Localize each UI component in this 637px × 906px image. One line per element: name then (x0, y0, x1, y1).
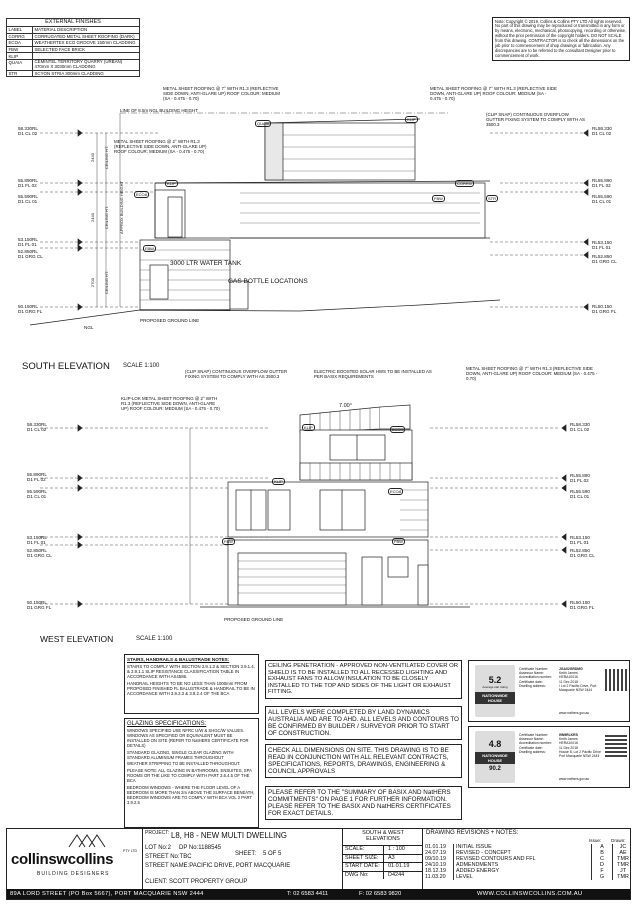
level-name: D1 CL 02 (570, 427, 590, 433)
qr-code-icon (605, 669, 627, 691)
level-rl: 55.590RL (27, 489, 47, 494)
level-name: D1 CL 02 (18, 131, 38, 137)
level-rl: RL58.330 (592, 126, 612, 131)
west-note-hws: ELECTRIC BOOSTED SOLAR HWS TO BE INSTALLED AS PER BASIX REQUIREMENTS (314, 369, 432, 380)
start-date-label: START DATE: (343, 863, 384, 871)
dwg-no-label: DWG No: (343, 872, 384, 880)
rev-drawn: TMR (613, 856, 634, 862)
level-name: D1 CL 01 (592, 199, 612, 205)
cert-labels (519, 667, 559, 688)
level-rl: 52.850RL (18, 249, 38, 254)
project-label: PROJECT: (145, 830, 170, 836)
rev-desc: REVISED CONTOURS AND FFL (454, 856, 592, 862)
level-name: D1 CL 02 (27, 427, 47, 433)
level-name: D1 GRG FL (592, 309, 617, 315)
scale-label: SCALE: (343, 846, 384, 854)
south-dim: 2700 (89, 278, 95, 287)
finishes-title: EXTERNAL FINISHES (6, 18, 140, 26)
company-sub: BUILDING DESIGNERS (37, 871, 110, 877)
level-name: D1 CL 01 (27, 494, 47, 500)
rev-desc: ADMENDMENTS (454, 862, 592, 868)
rev-drawn: TMR (613, 874, 634, 880)
west-level-right (570, 473, 590, 484)
finish-label: CORRG (7, 33, 33, 40)
cert-label: Certificate date: (519, 745, 543, 750)
star-rating-badge (475, 665, 515, 717)
star-rating-value: 5.2 (488, 675, 502, 685)
south-elevation-title: SOUTH ELEVATION (22, 361, 110, 372)
note-dimensions: CHECK ALL DIMENSIONS ON SITE. THIS DRAWING IS TO BE READ IN CONJUNCTION WITH ALL RELEVANT CONTRACTS, SPECIFICATIONS, REPORTS, DRAWINGS, ENGINEERING & COUNCIL APPROVALS (265, 744, 462, 778)
level-name: D1 CL 01 (18, 199, 38, 205)
cert-extra: 90.2 (489, 766, 501, 772)
level-rl: RL53.150 (592, 240, 612, 245)
tag-fbw: FBW (434, 196, 443, 201)
level-rl: RL53.150 (570, 535, 590, 540)
south-note-building-height: LINE OF 8.5m NGL BUILDING HEIGHT (120, 108, 198, 113)
level-rl: RL50.150 (592, 304, 612, 309)
sheet-title: SOUTH & WEST ELEVATIONS (343, 829, 423, 846)
level-name: D1 GRG FL (570, 605, 595, 611)
nathers-certificate (468, 660, 630, 722)
level-rl: RL55.890 (592, 178, 612, 183)
rev-drawn: AE (613, 850, 634, 856)
tag-ecoa: ECOA (392, 427, 404, 432)
west-level-right (570, 548, 595, 559)
level-rl: 52.850RL (27, 548, 47, 553)
tag-corrg: CORRG (457, 181, 472, 186)
rev-issue: B (592, 850, 613, 856)
level-name: D1 GRG FL (27, 605, 52, 611)
level-rl: RL52.850 (592, 254, 612, 259)
star-rating-subtitle: Average star rating (482, 685, 508, 689)
client: CLIENT: SCOTT PROPERTY GROUP (145, 879, 248, 885)
south-level-left (18, 249, 43, 260)
company-web: WWW.COLLINSWCOLLINS.COM.AU (477, 891, 583, 897)
finishes-header-label: LABEL (7, 27, 33, 34)
south-note-metal-roof-top: METAL SHEET ROOFING @ 7° WITH R1.3 (REFLECTIVE SIDE DOWN, ANTI-GLARE UP) ROOF COLOUR: MEDIUM (SA - 0.475 - 0.70) (163, 86, 280, 102)
street-no: STREET No:TBC (145, 854, 192, 860)
stairs-notes (124, 654, 259, 714)
cert-label: Dwelling address: (519, 683, 546, 688)
west-level-left (27, 535, 47, 546)
rev-desc: LEVEL (454, 874, 592, 880)
revisions (422, 829, 633, 889)
brand-label: NATIONWIDE HOUSE (475, 692, 515, 704)
south-dim: CEILING HT. (104, 270, 110, 295)
west-elevation-drawing (0, 385, 637, 635)
stairs-title: STAIRS, HANDRAILS & BALUSTRADE NOTES: (127, 657, 230, 662)
rev-issue: F (592, 868, 613, 874)
revisions-title: DRAWING REVISIONS + NOTES: (426, 830, 519, 836)
west-level-left (27, 422, 47, 433)
level-rl: 58.330RL (27, 422, 47, 427)
stairs-p2: HANDRAIL HEIGHTS TO BE NO LESS THAN 1000mm FROM PROPOSED FINISHED FL BALUSTRADE & HANDRAIL TO BE IN ACCORDANCE WITH 3.9.2.3 & 3.9.2.4 OF THE BCA (127, 681, 255, 696)
south-dim: 2440 (89, 153, 95, 162)
west-note-metal-roof-right: METAL SHEET ROOFING @ 7° WITH R1.3 (REFLECTIVE SIDE DOWN, ANTI-GLARE UP) ROOF COLOUR: MEDIUM (SA - 0.475 - 0.70) (466, 366, 598, 382)
cert-label: Certificate date: (519, 679, 543, 684)
revision-row (423, 874, 633, 880)
level-name: D1 GRG CL (27, 553, 52, 559)
qr-code-icon (605, 735, 627, 757)
level-name: D1 GRG CL (18, 254, 43, 260)
start-date-value: 01.01.19 (388, 863, 410, 869)
west-note-gutter: (CLIP SNAP) CONTINUOUS OVERFLOW GUTTER FIXING SYSTEM TO COMPLY WITH AS 3500.3 (185, 369, 288, 380)
level-name: D1 FL 01 (18, 242, 37, 248)
level-rl: 53.150RL (27, 535, 47, 540)
rev-desc: ADDED ENERGY (454, 868, 592, 874)
glazing-p3: WEATHER STRIPPING TO BE INSTALLED THROUGHOUT. (127, 761, 241, 767)
level-rl: RL50.150 (570, 600, 590, 605)
finish-label: FBW (7, 46, 33, 53)
west-level-left (27, 600, 51, 611)
tag-klip: KLIP (274, 479, 283, 484)
finish-label: QUAIA (7, 59, 33, 70)
west-level-left (27, 548, 52, 559)
south-note-metal-roof-left: METAL SHEET ROOFING @ 2° WITH R1.3 (REFLECTIVE SIDE DOWN, ANTI-GLARE UP) ROOF COLOUR: MEDIUM (SA - 0.475 - 0.70) (114, 139, 207, 155)
cert-site: www.nathers.gov.au (559, 777, 590, 781)
sheet-info (342, 829, 423, 889)
south-level-left (18, 178, 38, 189)
finish-label: STR (7, 70, 33, 77)
rev-drawn: JC (613, 844, 634, 850)
glazing-p1: WINDOWS SPECIFIED USE NFRC U/W & SHGC/W VALUES. WINDOWS AS SPECIFIED OR EQUIVALENT MUST BE INSTALLED ON SITE (REFER TO NatHERS CERTIFICATE FOR DETAILS) (127, 728, 249, 748)
south-dim: CEILING HT. (104, 205, 110, 230)
south-level-left (18, 304, 42, 315)
tag-klip: KLIP (304, 425, 313, 430)
south-level-right (592, 126, 612, 137)
finish-label: ECOA (7, 40, 33, 47)
cert-label: Certificate Number: (519, 733, 549, 737)
rev-date: 18.12.19 (425, 868, 446, 874)
rev-drawn: TMR (613, 862, 634, 868)
cert-label: Accreditation number: (519, 675, 552, 680)
star-rating-badge (475, 731, 515, 783)
level-name: D1 GRG FL (18, 309, 43, 315)
cert-values (559, 733, 603, 758)
title-block (6, 828, 631, 900)
cert-value: Keith James (559, 737, 578, 742)
finishes-table (6, 18, 140, 77)
star-rating-value: 4.8 (488, 739, 502, 749)
south-note-ngl: NGL (84, 325, 94, 330)
level-name: D1 GRG CL (570, 553, 595, 559)
level-name: D1 CL 02 (592, 131, 612, 137)
note-ceiling-penetration: CEILING PENETRATION - APPROVED NON-VENTILATED COVER OR SHIELD IS TO BE INSTALLED TO ALL RECESSED LIGHTING AND EXHAUST FANS TO ALLOW INSULATION TO BE CLOSELY INSTALLED TO THE TOP AND SIDES OF THE LIGHT OR EXHAUST FITTING. (265, 660, 462, 699)
finish-material: WEATHERTEX ECO GROOVE 150mm CLADDING (33, 40, 140, 47)
south-level-right (592, 178, 612, 189)
south-note-gas-bottle: GAS BOTTLE LOCATIONS (228, 278, 308, 285)
west-level-right (570, 422, 590, 433)
cert-value: JGA02GRDMG (559, 667, 583, 671)
west-note-klip-roof: KLIP-LOK METAL SHEET ROOFING @ 2° WITH R1.3 (REFLECTIVE SIDE DOWN, ANTI-GLARE UP) ROOF COLOUR: MEDIUM (SA - 0.475 - 0.70) (121, 396, 220, 412)
level-rl: RL55.590 (592, 194, 612, 199)
rev-desc: INITIAL ISSUE (454, 844, 592, 850)
rev-issue: D (592, 862, 613, 868)
south-note-water-tank: 3000 LTR WATER TANK (170, 260, 242, 267)
cert-value: HERA10016 (559, 741, 578, 746)
rev-drawn: JT (613, 868, 634, 874)
level-rl: RL52.850 (570, 548, 590, 553)
glazing-p2: STANDARD GLAZING, SINGLE CLEAR GLAZING WITH STANDARD ALUMINIUM FRAMES THROUGHOUT (127, 749, 234, 760)
south-level-right (592, 240, 612, 251)
tag-fbw: FBW (394, 539, 403, 544)
west-elevation-title: WEST ELEVATION (40, 634, 114, 644)
west-note-ground-line: PROPOSED GROUND LINE (224, 617, 284, 622)
cert-value: Keith James (559, 671, 578, 676)
brand-label: NATIONWIDE HOUSE (475, 752, 515, 764)
lot-no: LOT No:2 (145, 845, 171, 851)
west-level-right (570, 600, 594, 611)
glazing-notes (124, 718, 259, 828)
street-name: STREET NAME:PACIFIC DRIVE, PORT MACQUARIE (145, 863, 291, 869)
west-level-right (570, 489, 590, 500)
finish-material: SELECTED FACE BRICK (33, 46, 140, 53)
cert-label: Certificate Number: (519, 667, 549, 671)
tag-ecoa: ECOA (390, 489, 402, 494)
south-approx-height: APPROX BUILDING HEIGHT (118, 181, 124, 234)
rev-date: 09/10.19 (425, 856, 446, 862)
cert-values (559, 667, 603, 692)
west-level-left (27, 472, 47, 483)
south-level-left (18, 237, 38, 248)
level-name: D1 FL 02 (18, 183, 37, 189)
issue-header: Issue: (589, 838, 602, 843)
south-note-ground-line: PROPOSED GROUND LINE (140, 318, 200, 323)
level-name: D1 GRG CL (592, 259, 617, 265)
glazing-p4: PLEASE NOTE: ALL GLAZING IN BATHROOMS, ENSUITES, SPA ROOMS OR THE LIKE TO COMPLY WITH PART 3.6.4.5 OF THE BCA (127, 768, 252, 784)
level-name: D1 CL 01 (570, 494, 590, 500)
level-rl: 55.590RL (18, 194, 38, 199)
tag-str: STR (488, 196, 496, 201)
level-rl: 55.890RL (27, 472, 47, 477)
south-dim: CEILING HT. (104, 145, 110, 170)
drawn-header: Drawn: (611, 838, 626, 843)
dwg-no-value: D4244 (388, 871, 405, 878)
level-name: D1 FL 02 (27, 477, 46, 483)
level-rl: 50.150RL (18, 304, 38, 309)
tag-ecoa: ECOA (136, 192, 148, 197)
glazing-title: GLAZING SPECIFICATIONS: (127, 721, 207, 727)
west-elevation-scale: SCALE 1:100 (136, 636, 173, 642)
finish-material: CEMINTEL TERRITORY QUARRY (URBAN) 470mm X 3030mm CLADDING (33, 59, 140, 70)
level-rl: RL55.590 (570, 489, 590, 494)
finish-material: CORRUGATED METAL SHEET ROOFING (DARK) (33, 33, 140, 40)
finish-label: KLIP (7, 53, 33, 60)
west-level-left (27, 489, 47, 500)
south-elevation-scale: SCALE 1:100 (123, 363, 160, 369)
cert-site: www.nathers.gov.au (559, 711, 590, 715)
level-rl: 50.150RL (27, 600, 47, 605)
level-rl: 58.330RL (18, 126, 38, 131)
west-note-angle: 7.00° (339, 403, 352, 409)
finishes-header-material: MATERIAL DESCRIPTION (33, 27, 140, 34)
cert-value: HERA10016 (559, 675, 578, 680)
logo-mark-icon (67, 831, 107, 849)
cert-labels (519, 733, 559, 754)
level-name: D1 FL 01 (570, 540, 589, 546)
company-tel: T: 02 6583 4411 (287, 891, 329, 897)
sheet-size-value: A3 (388, 854, 395, 861)
level-name: D1 FL 01 (27, 540, 46, 546)
project-info (142, 829, 343, 889)
company-name: collinswcollins (11, 851, 114, 868)
level-name: D1 FL 02 (592, 183, 611, 189)
cert-value: I9N9RLKRS (559, 733, 578, 737)
rev-date: 24.07.19 (425, 850, 446, 856)
level-rl: RL58.330 (570, 422, 590, 427)
rev-date: 11.03.20 (425, 874, 446, 880)
cert-value: House 8, Lot 2 Pacific Drive Port Macquarie NSW 2444 (559, 749, 601, 759)
rev-issue: A (592, 844, 613, 850)
note-levels: ALL LEVELS WERE COMPLETED BY LAND DYNAMICS AUSTRALIA AND ARE TO AHD. ALL LEVELS AND CONTOURS TO BE CONFIRMED BY BUILDER / SURVEYOR PRIOR TO START OF CONSTRUCTION. (265, 706, 462, 740)
level-name: D1 FL 02 (570, 478, 589, 484)
company-pty: PTY LTD (123, 849, 138, 853)
cert-value: / Lot 2 Pacific Drive, Port Macquarie NSW 2444 (559, 683, 597, 693)
tag-klip: KLIP (167, 181, 176, 186)
cert-value: 11 Dec 2018 (559, 679, 578, 684)
company-logo (7, 829, 142, 889)
cert-value: 11 Dec 2018 (559, 745, 578, 750)
cert-label: Dwelling address: (519, 749, 546, 754)
south-dim: 2440 (89, 213, 95, 222)
footer-band (7, 889, 630, 899)
stairs-p1: STAIRS TO COMPLY WITH SECTION 3.9.1.3 & SECTION 3.9.1.4, & 3.9.1.1 SLIP RESISTANCE CLASSIFICATION TABLE IN ACCORDANCE WITH AS4586. (127, 664, 255, 679)
sheet-no: 5 OF 5 (263, 851, 282, 857)
level-rl: 55.890RL (18, 178, 38, 183)
south-note-metal-roof-right: METAL SHEET ROOFING @ 7° WITH R1.3 (REFLECTIVE SIDE DOWN, ANTI-GLARE UP) ROOF COLOUR: MEDIUM (SA - 0.475 - 0.70) (430, 86, 557, 102)
company-address: 89A LORD STREET (PO Box 5667), PORT MACQUARIE NSW 2444 (10, 891, 204, 897)
dp-no: DP No:1188545 (179, 845, 222, 851)
cert-label: Assessor Name: (519, 737, 544, 742)
scale-value: 1 : 100 (388, 846, 405, 852)
south-level-right (592, 304, 616, 315)
tag-fbw: FBW (224, 539, 233, 544)
cert-label: Accreditation number: (519, 741, 552, 746)
project-name: L8, H8 - NEW MULTI DWELLING (171, 831, 287, 840)
rev-desc: REVISED - CONCEPT (454, 850, 592, 856)
rev-issue: C (592, 856, 613, 862)
rev-date: 24/10.19 (425, 862, 446, 868)
south-level-right (592, 254, 617, 265)
level-rl: 53.150RL (18, 237, 38, 242)
glazing-p5: BEDROOM WINDOWS - WHERE THE FLOOR LEVEL OF A BEDROOM IS MORE THAN 2m ABOVE THE SURFACE BENEATH, BEDROOM WINDOWS ARE TO COMPLY WITH BCA VOL 2 PART 3.9.2.5 (127, 785, 255, 805)
nathers-certificate (468, 726, 630, 788)
west-level-right (570, 535, 590, 546)
cert-label: Assessor Name: (519, 671, 544, 676)
note-basix: PLEASE REFER TO THE "SUMMARY OF BASIX AND NatHERS COMMITMENTS" ON PAGE 1 FOR FURTHER INFORMATION. PLEASE REFER TO THE BASIX AND NatHERS CERTIFICATES FOR EXACT DETAILS. (265, 786, 462, 820)
tag-fbw: FBW (145, 246, 154, 251)
company-fax: F: 02 6583 9820 (359, 891, 402, 897)
tag-quaia: QUAIA (257, 121, 270, 126)
finish-material: SCYON STRIA 300mm CLADDING (33, 70, 140, 77)
sheet-label: SHEET: (235, 851, 257, 857)
south-note-gutter: (CLIP SNAP) CONTINUOUS OVERFLOW GUTTER FIXING SYSTEM TO COMPLY WITH AS 3500.3 (486, 112, 585, 128)
south-level-left (18, 194, 38, 205)
south-level-right (592, 194, 612, 205)
south-level-left (18, 126, 38, 137)
level-rl: RL55.890 (570, 473, 590, 478)
level-name: D1 FL 01 (592, 245, 611, 251)
rev-date: 01.01.19 (425, 844, 446, 850)
copyright-note: Note: Copyright © 2019. Collins & Collins PTY LTD All rights reserved. No part of this drawing may be reproduced or transmitted in any form or by means, electronic, mechanical, photocopying, recording or otherwise, without the prior permission of the copyright holders. DO NOT SCALE from this drawing. CONTRACTOR is to check all the dimensions on the job prior to commencement of shop drawings or fabrication. Any discrepancies are to be referred to the consultant Designer prior to commencement of work. (492, 17, 630, 61)
tag-klip: KLIP (407, 117, 416, 122)
sheet-size-label: SHEET SIZE: (343, 855, 384, 863)
rev-issue: G (592, 874, 613, 880)
